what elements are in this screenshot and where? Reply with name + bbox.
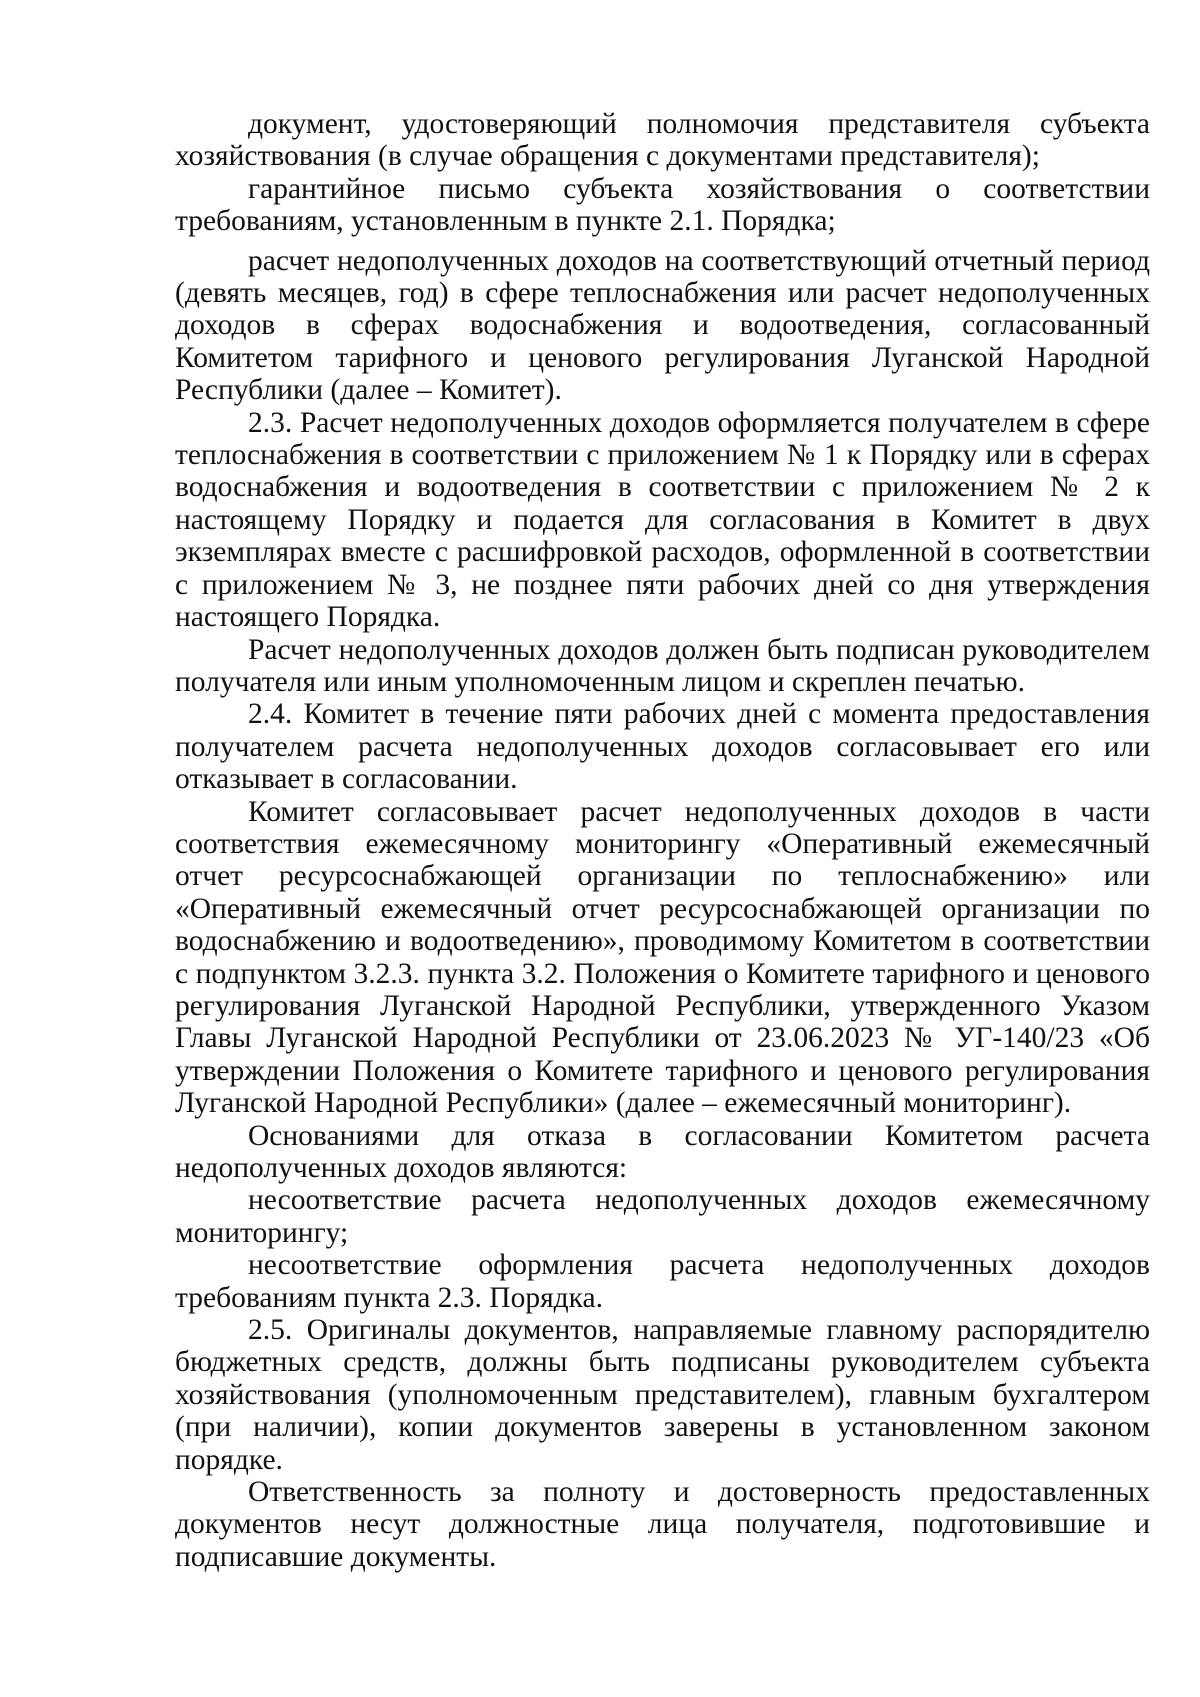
paragraph-refusal-grounds: Основаниями для отказа в согласовании Комитетом расчета недополученных доходов являются: [175,1119,1150,1184]
paragraph-income-calculation: расчет недополученных доходов на соответствующий отчетный период (девять месяцев, год) в сфере теплоснабжения или расчет недополученных доходов в сферах водоснабжения и водоотведения, согласованный Комитетом тарифного и ценового регулирования Луганской Народной Республики (далее – Комитет). [175,244,1150,407]
paragraph-committee-approval: Комитет согласовывает расчет недополученных доходов в части соответствия ежемесячному мониторингу «Оперативный ежемесячный отчет ресурсоснабжающей организации по теплоснабжению» или «Оперативный ежемесячный отчет ресурсоснабжающей организации по водоснабжению и водоотведению», проводимому Комитетом в соответствии с подпунктом 3.2.3. пункта 3.2. Положения о Комитете тарифного и ценового регулирования Луганской Народной Республики, утвержденного Указом Главы Луганской Народной Республики от 23.06.2023 № УГ-140/23 «Об утверждении Положения о Комитете тарифного и ценового регулирования Луганской Народной Республики» (далее – ежемесячный мониторинг). [175,795,1150,1120]
paragraph-signature-requirement: Расчет недополученных доходов должен быть подписан руководителем получателя или иным уполномоченным лицом и скреплен печатью. [175,633,1150,698]
paragraph-section-2-5: 2.5. Оригиналы документов, направляемые главному распорядителю бюджетных средств, должны быть подписаны руководителем субъекта хозяйствования (уполномоченным представителем), главным бухгалтером (при наличии), копии документов заверены в установленном законом порядке. [175,1314,1150,1476]
document-page [175,108,1150,1573]
paragraph-section-2-3: 2.3. Расчет недополученных доходов оформляется получателем в сфере теплоснабжения в соответствии с приложением № 1 к Порядку или в сферах водоснабжения и водоотведения в соответствии с приложением № 2 к настоящему Порядку и подается для согласования в Комитет в двух экземплярах вместе с расшифровкой расходов, оформленной в соответствии с приложением № 3, не позднее пяти рабочих дней со дня утверждения настоящего Порядка. [175,406,1150,634]
paragraph-monitoring-mismatch: несоответствие расчета недополученных доходов ежемесячному мониторингу; [175,1184,1150,1249]
paragraph-responsibility: Ответственность за полноту и достоверность предоставленных документов несут должностные лица получателя, подготовившие и подписавшие документы. [175,1476,1150,1573]
paragraph-format-mismatch: несоответствие оформления расчета недополученных доходов требованиям пункта 2.3. Порядка. [175,1249,1150,1314]
paragraph-section-2-4: 2.4. Комитет в течение пяти рабочих дней с момента предоставления получателем расчета недополученных доходов согласовывает его или отказывает в согласовании. [175,698,1150,796]
paragraph-guarantee-letter: гарантийное письмо субъекта хозяйствования о соответствии требованиям, установленным в пункте 2.1. Порядка; [175,172,1150,238]
paragraph-representative-document: документ, удостоверяющий полномочия представителя субъекта хозяйствования (в случае обращения с документами представителя); [175,108,1150,173]
